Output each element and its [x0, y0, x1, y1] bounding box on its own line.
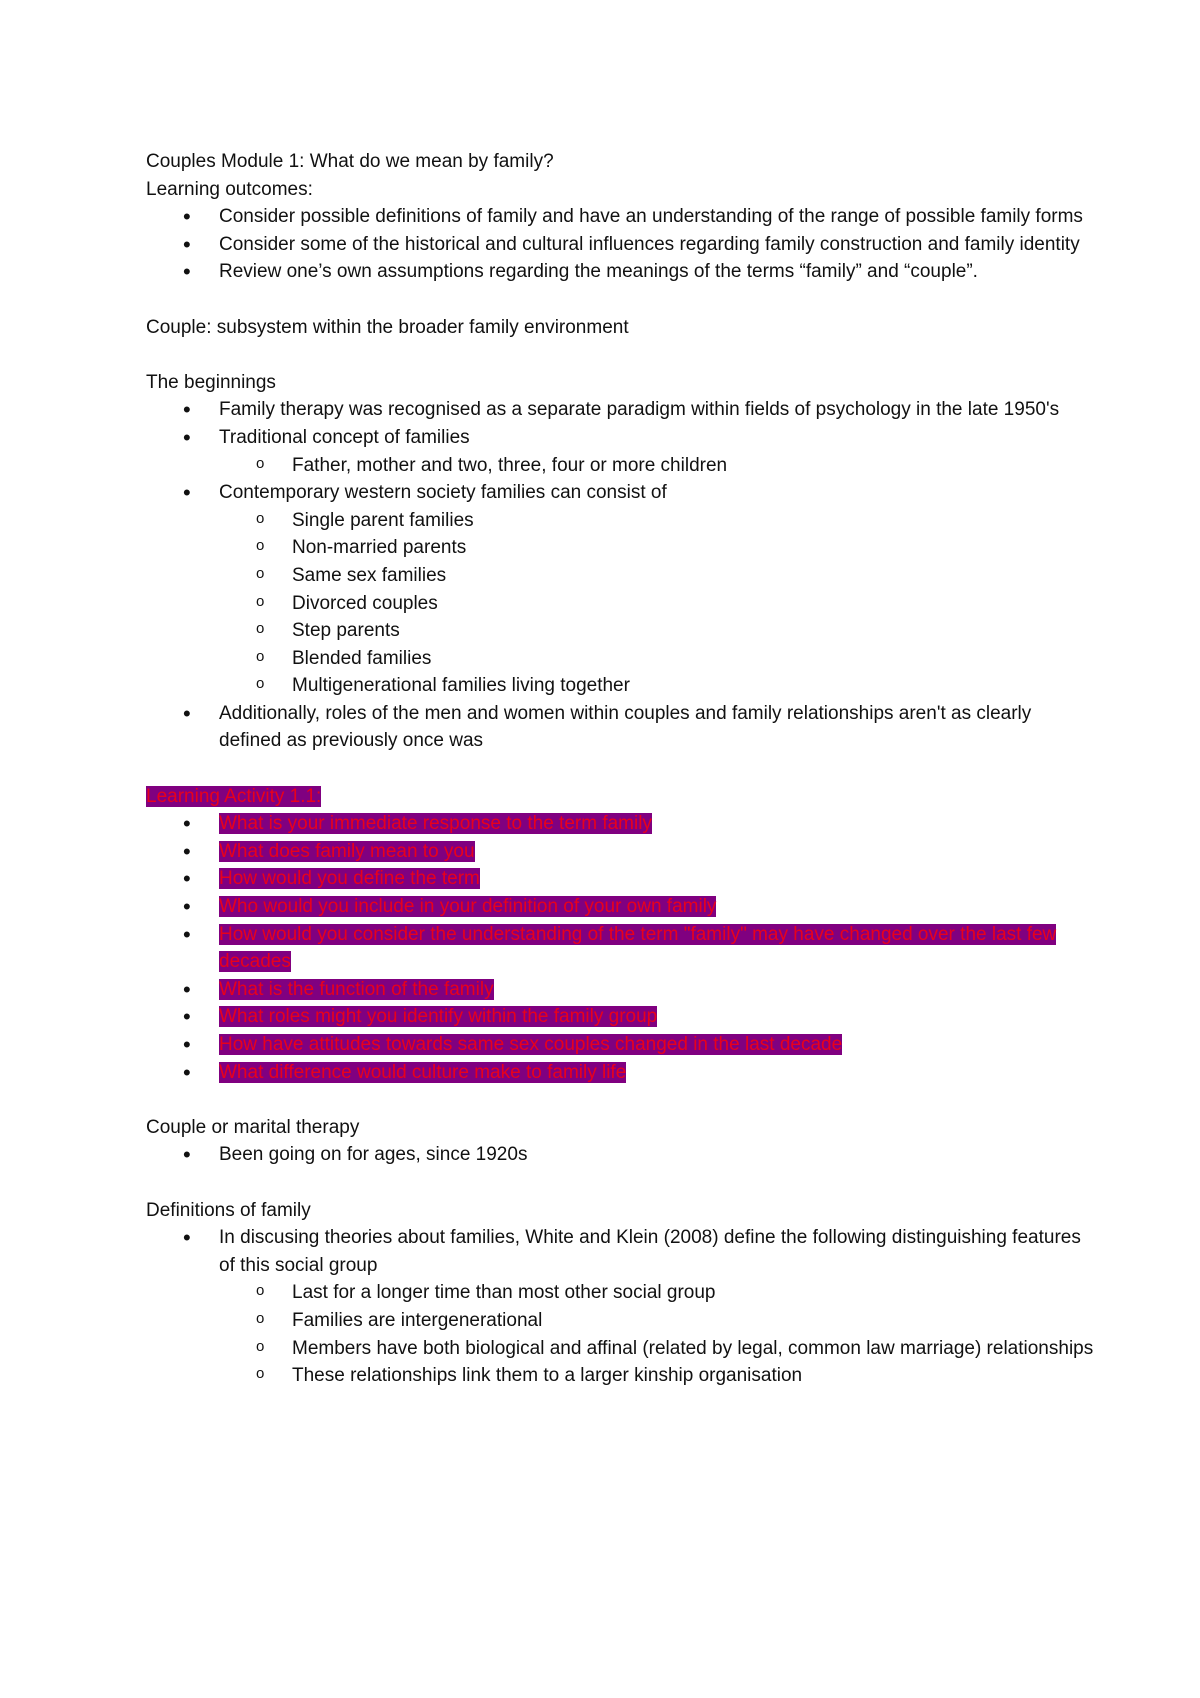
- definitions-heading: Definitions of family: [146, 1199, 311, 1221]
- list-item-text: In discusing theories about families, White and Klein (2008) define the following distinguishing features of this social group: [219, 1227, 1081, 1276]
- list-item: [146, 1003, 1096, 1031]
- couple-definition: Couple: subsystem within the broader family environment: [146, 316, 629, 338]
- learning-outcomes-heading: Learning outcomes:: [146, 178, 313, 200]
- highlighted-text: What roles might you identify within the family group: [219, 1006, 658, 1028]
- list-item: [146, 838, 1096, 866]
- document-body: [146, 148, 1096, 1390]
- list-item: [146, 1031, 1096, 1059]
- sub-list-item: o Divorced couples: [219, 590, 1096, 618]
- list-item: [146, 921, 1096, 976]
- list-item: [146, 976, 1096, 1004]
- list-item: [146, 396, 1096, 424]
- list-item-text: Traditional concept of families: [219, 426, 470, 448]
- list-item: [146, 893, 1096, 921]
- sub-list: [219, 507, 1096, 700]
- sub-list: [219, 1279, 1096, 1389]
- list-item: [146, 424, 1096, 479]
- list-item: • Consider some of the historical and cultural influences regarding family construction and family identity: [146, 231, 1096, 259]
- list-item: • Review one’s own assumptions regarding the meanings of the terms “family” and “couple”.: [146, 258, 1096, 286]
- highlighted-text: How would you define the term: [219, 868, 480, 890]
- list-item: [146, 865, 1096, 893]
- sub-list: [219, 452, 1096, 480]
- learning-activity-heading: Learning Activity 1.1:: [146, 785, 322, 807]
- highlighted-text: How have attitudes towards same sex couples changed in the last decade: [219, 1034, 843, 1055]
- sub-list-item: o Members have both biological and affinal (related by legal, common law marriage) relationships: [219, 1335, 1096, 1363]
- highlighted-text: What is the function of the family: [219, 978, 494, 1000]
- sub-list-item: o Non-married parents: [219, 534, 1096, 562]
- learning-activity-list: [146, 810, 1096, 1086]
- list-item-text: Family therapy was recognised as a separate paradigm within fields of psychology in the late 1950's: [219, 399, 1060, 421]
- sub-list-item: o These relationships link them to a larger kinship organisation: [219, 1362, 1096, 1390]
- list-item-text: Contemporary western society families can consist of: [219, 482, 667, 504]
- learning-outcomes-list: [146, 203, 1096, 286]
- highlighted-text: What difference would culture make to family life: [219, 1061, 627, 1083]
- sub-list-item: o Same sex families: [219, 562, 1096, 590]
- list-item: • Been going on for ages, since 1920s: [146, 1141, 1096, 1169]
- sub-list-item: o Father, mother and two, three, four or more children: [219, 452, 1096, 480]
- sub-list-item: o Step parents: [219, 617, 1096, 645]
- list-item-text: Additionally, roles of the men and women within couples and family relationships aren't as clearly defined as previously once was: [219, 702, 1032, 752]
- highlighted-text: What does family mean to you: [219, 840, 475, 862]
- sub-list-item: o Blended families: [219, 645, 1096, 673]
- sub-list-item: o Multigenerational families living together: [219, 672, 1096, 700]
- list-item: [146, 1224, 1096, 1390]
- highlighted-text: Who would you include in your definition of your own family: [219, 896, 717, 918]
- list-item: [146, 810, 1096, 838]
- document-title: Couples Module 1: What do we mean by family?: [146, 151, 554, 172]
- list-item: [146, 1059, 1096, 1087]
- list-item: [146, 700, 1096, 755]
- highlighted-text: What is your immediate response to the term family: [219, 813, 652, 835]
- list-item: [146, 479, 1096, 700]
- beginnings-heading: The beginnings: [146, 371, 276, 393]
- highlighted-text: How would you consider the understanding of the term "family" may have changed over the last few decades: [219, 923, 1057, 973]
- sub-list-item: o Single parent families: [219, 507, 1096, 535]
- marital-therapy-list: [146, 1141, 1096, 1169]
- list-item: • Consider possible definitions of family and have an understanding of the range of possible family forms: [146, 203, 1096, 231]
- marital-therapy-heading: Couple or marital therapy: [146, 1116, 360, 1138]
- learning-activity-section: [146, 783, 1096, 1087]
- beginnings-list: [146, 396, 1096, 755]
- definitions-list: [146, 1224, 1096, 1390]
- sub-list-item: o Last for a longer time than most other social group: [219, 1279, 1096, 1307]
- sub-list-item: o Families are intergenerational: [219, 1307, 1096, 1335]
